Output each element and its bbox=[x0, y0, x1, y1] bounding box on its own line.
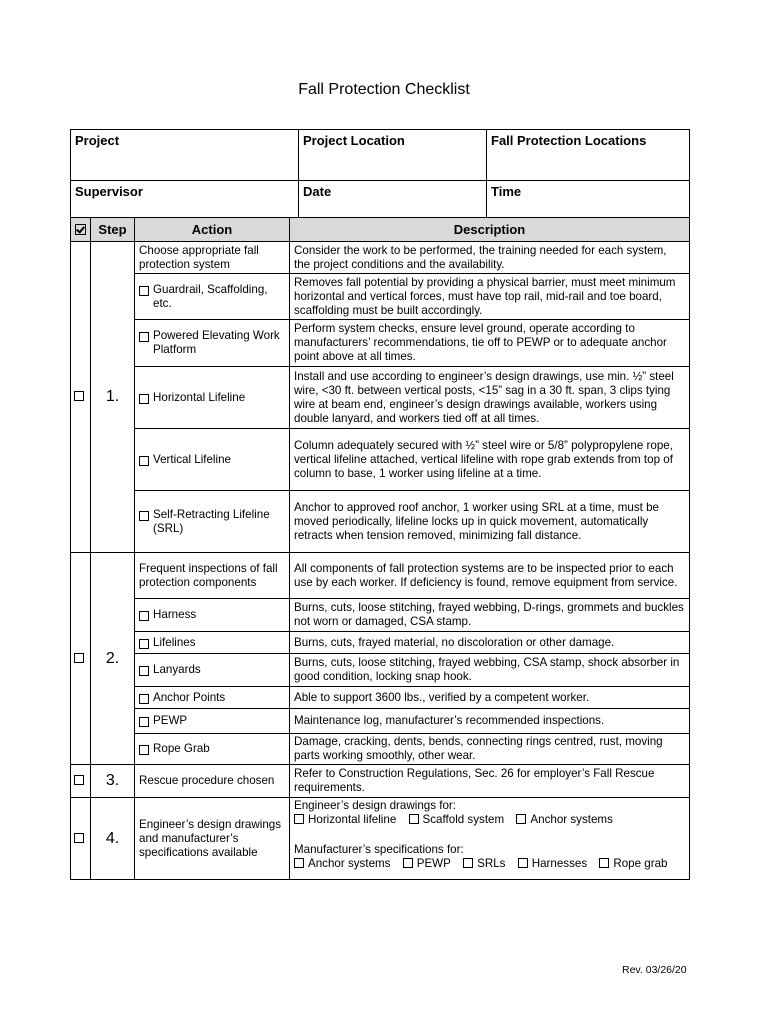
description-cell: Removes fall potential by providing a physical barrier, must meet minimum horizontal and vertical forces, must have top rail, mid-rail and toe board, scaffolding must be built accordingly. bbox=[290, 274, 690, 320]
harness-checkbox[interactable] bbox=[139, 611, 149, 621]
description-cell: Column adequately secured with ½” steel wire or 5/8” polypropylene rope, vertical lifeline attached, vertical lifeline with rope grab extends from top of column to base, 1 worker using lifeline at a time. bbox=[290, 429, 690, 491]
description-cell: Install and use according to engineer’s design drawings, use min. ½” steel wire, <30 ft. between vertical posts, <15” sag in a 30 ft. span, 3 clips tying wire at beam end, engineer’s design drawings available, workers using double lanyard, and workers tied off at all times. bbox=[290, 367, 690, 429]
table-row bbox=[71, 553, 690, 599]
table-row bbox=[71, 654, 690, 687]
table-row bbox=[71, 367, 690, 429]
table-row bbox=[71, 242, 690, 274]
description-cell bbox=[290, 798, 690, 880]
time-field[interactable] bbox=[487, 181, 690, 218]
action-option-label: Lifelines bbox=[153, 635, 196, 649]
checkbox-icon bbox=[516, 814, 526, 824]
table-row bbox=[71, 274, 690, 320]
manufacturer-options bbox=[294, 857, 685, 871]
pewp-platform-checkbox[interactable] bbox=[139, 332, 149, 342]
lifelines-checkbox[interactable] bbox=[139, 639, 149, 649]
table-row bbox=[71, 709, 690, 734]
description-cell: Burns, cuts, loose stitching, frayed webbing, D-rings, grommets and buckles not worn or damaged, CSA stamp. bbox=[290, 599, 690, 632]
guardrail-checkbox[interactable] bbox=[139, 286, 149, 296]
checkbox-icon bbox=[518, 858, 528, 868]
manufacturer-option[interactable]: Anchor systems bbox=[294, 857, 390, 870]
action-cell: Frequent inspections of fall protection components bbox=[135, 553, 290, 599]
table-row bbox=[71, 798, 690, 880]
manufacturer-option[interactable]: PEWP bbox=[403, 857, 451, 870]
checkbox-icon bbox=[599, 858, 609, 868]
rope-grab-checkbox[interactable] bbox=[139, 745, 149, 755]
action-option-label: PEWP bbox=[153, 714, 188, 727]
action-cell: Engineer’s design drawings and manufacturer’s specifications available bbox=[135, 798, 290, 880]
date-field[interactable] bbox=[299, 181, 487, 218]
engineer-option[interactable]: Anchor systems bbox=[516, 813, 612, 826]
step-4-checkbox[interactable] bbox=[71, 798, 91, 880]
page-title: Fall Protection Checklist bbox=[298, 81, 470, 98]
step-1-number: 1. bbox=[91, 242, 135, 553]
manufacturer-option[interactable]: Rope grab bbox=[599, 857, 667, 870]
action-option-label: Self-Retracting Lifeline (SRL) bbox=[153, 507, 270, 535]
table-row bbox=[71, 320, 690, 367]
checkbox-icon bbox=[403, 858, 413, 868]
manufacturer-option[interactable]: SRLs bbox=[463, 857, 505, 870]
action-column-header: Action bbox=[135, 218, 290, 242]
engineer-heading: Engineer’s design drawings for: bbox=[294, 799, 456, 812]
pewp-checkbox[interactable] bbox=[139, 717, 149, 727]
revision-date: Rev. 03/26/20 bbox=[622, 964, 687, 976]
step-column-header: Step bbox=[91, 218, 135, 242]
project-info-table bbox=[70, 129, 690, 218]
engineer-options bbox=[294, 813, 685, 827]
step-2-number: 2. bbox=[91, 553, 135, 765]
step-3-number: 3. bbox=[91, 765, 135, 798]
anchor-points-checkbox[interactable] bbox=[139, 694, 149, 704]
table-row bbox=[71, 687, 690, 709]
action-option-label: Lanyards bbox=[153, 663, 201, 676]
vertical-lifeline-checkbox[interactable] bbox=[139, 456, 149, 466]
action-option-label: Guardrail, Scaffolding, etc. bbox=[153, 282, 268, 310]
checklist-table bbox=[70, 217, 690, 880]
step-3-checkbox[interactable] bbox=[71, 765, 91, 798]
action-option-label: Vertical Lifeline bbox=[153, 452, 231, 466]
description-cell: Refer to Construction Regulations, Sec. 26 for employer’s Fall Rescue requirements. bbox=[290, 765, 690, 798]
supervisor-field[interactable] bbox=[71, 181, 299, 218]
description-cell: Burns, cuts, loose stitching, frayed webbing, CSA stamp, shock absorber in good condition, locking snap hook. bbox=[290, 654, 690, 687]
description-cell: Consider the work to be performed, the training needed for each system, the project conditions and the availability. bbox=[290, 242, 690, 274]
srl-checkbox[interactable] bbox=[139, 511, 149, 521]
step-1-checkbox[interactable] bbox=[71, 242, 91, 553]
step-2-checkbox[interactable] bbox=[71, 553, 91, 765]
table-row bbox=[71, 599, 690, 632]
table-row bbox=[71, 429, 690, 491]
description-cell: Perform system checks, ensure level ground, operate according to manufacturers’ recommendations, tie off to PEWP or to adequate anchor point above at all times. bbox=[290, 320, 690, 367]
time-label: Time bbox=[491, 184, 522, 199]
date-label: Date bbox=[303, 184, 332, 199]
table-row bbox=[71, 734, 690, 765]
description-cell: Anchor to approved roof anchor, 1 worker using SRL at a time, must be moved periodically, lifeline locks up in quick movement, automatically retracts when tension removed, minimizing fall distance. bbox=[290, 491, 690, 553]
supervisor-label: Supervisor bbox=[75, 184, 143, 199]
action-option-label: Rope Grab bbox=[153, 742, 210, 755]
checkbox-icon bbox=[409, 814, 419, 824]
project-field[interactable] bbox=[71, 130, 299, 181]
action-option-label: Horizontal Lifeline bbox=[153, 390, 246, 404]
description-cell: Burns, cuts, frayed material, no discoloration or other damage. bbox=[290, 632, 690, 654]
action-option-label: Powered Elevating Work Platform bbox=[153, 329, 280, 356]
project-label: Project bbox=[75, 133, 120, 148]
description-cell: Damage, cracking, dents, bends, connecting rings centred, rust, moving parts working smoothly, other wear. bbox=[290, 734, 690, 765]
manufacturer-heading: Manufacturer’s specifications for: bbox=[294, 843, 464, 856]
description-cell: Maintenance log, manufacturer’s recommended inspections. bbox=[290, 709, 690, 734]
engineer-option[interactable]: Scaffold system bbox=[409, 813, 505, 826]
fall-protection-locations-field[interactable] bbox=[487, 130, 690, 181]
checkbox-icon bbox=[463, 858, 473, 868]
table-row bbox=[71, 765, 690, 798]
project-location-label: Project Location bbox=[303, 133, 405, 148]
table-row bbox=[71, 491, 690, 553]
engineer-option[interactable]: Horizontal lifeline bbox=[294, 813, 396, 826]
horizontal-lifeline-checkbox[interactable] bbox=[139, 394, 149, 404]
manufacturer-option[interactable]: Harnesses bbox=[518, 857, 587, 870]
action-option-label: Harness bbox=[153, 608, 197, 621]
action-option-label: Anchor Points bbox=[153, 690, 226, 704]
description-column-header: Description bbox=[290, 218, 690, 242]
step-4-number: 4. bbox=[91, 798, 135, 880]
checklist-header-row bbox=[71, 218, 690, 242]
checked-column-icon bbox=[71, 218, 91, 242]
checkbox-icon bbox=[294, 814, 304, 824]
project-location-field[interactable] bbox=[299, 130, 487, 181]
table-row bbox=[71, 632, 690, 654]
checkbox-icon bbox=[74, 653, 84, 663]
description-cell: All components of fall protection systems are to be inspected prior to each use by each worker. If deficiency is found, remove equipment from service. bbox=[290, 553, 690, 599]
fall-protection-locations-label: Fall Protection Locations bbox=[491, 133, 647, 148]
checkbox-icon bbox=[74, 391, 84, 401]
action-cell: Choose appropriate fall protection system bbox=[135, 242, 290, 274]
description-cell: Able to support 3600 lbs., verified by a competent worker. bbox=[290, 687, 690, 709]
action-cell: Rescue procedure chosen bbox=[135, 765, 290, 798]
checkbox-icon bbox=[74, 833, 84, 843]
lanyards-checkbox[interactable] bbox=[139, 666, 149, 676]
checkbox-icon bbox=[74, 775, 84, 785]
checkbox-icon bbox=[294, 858, 304, 868]
